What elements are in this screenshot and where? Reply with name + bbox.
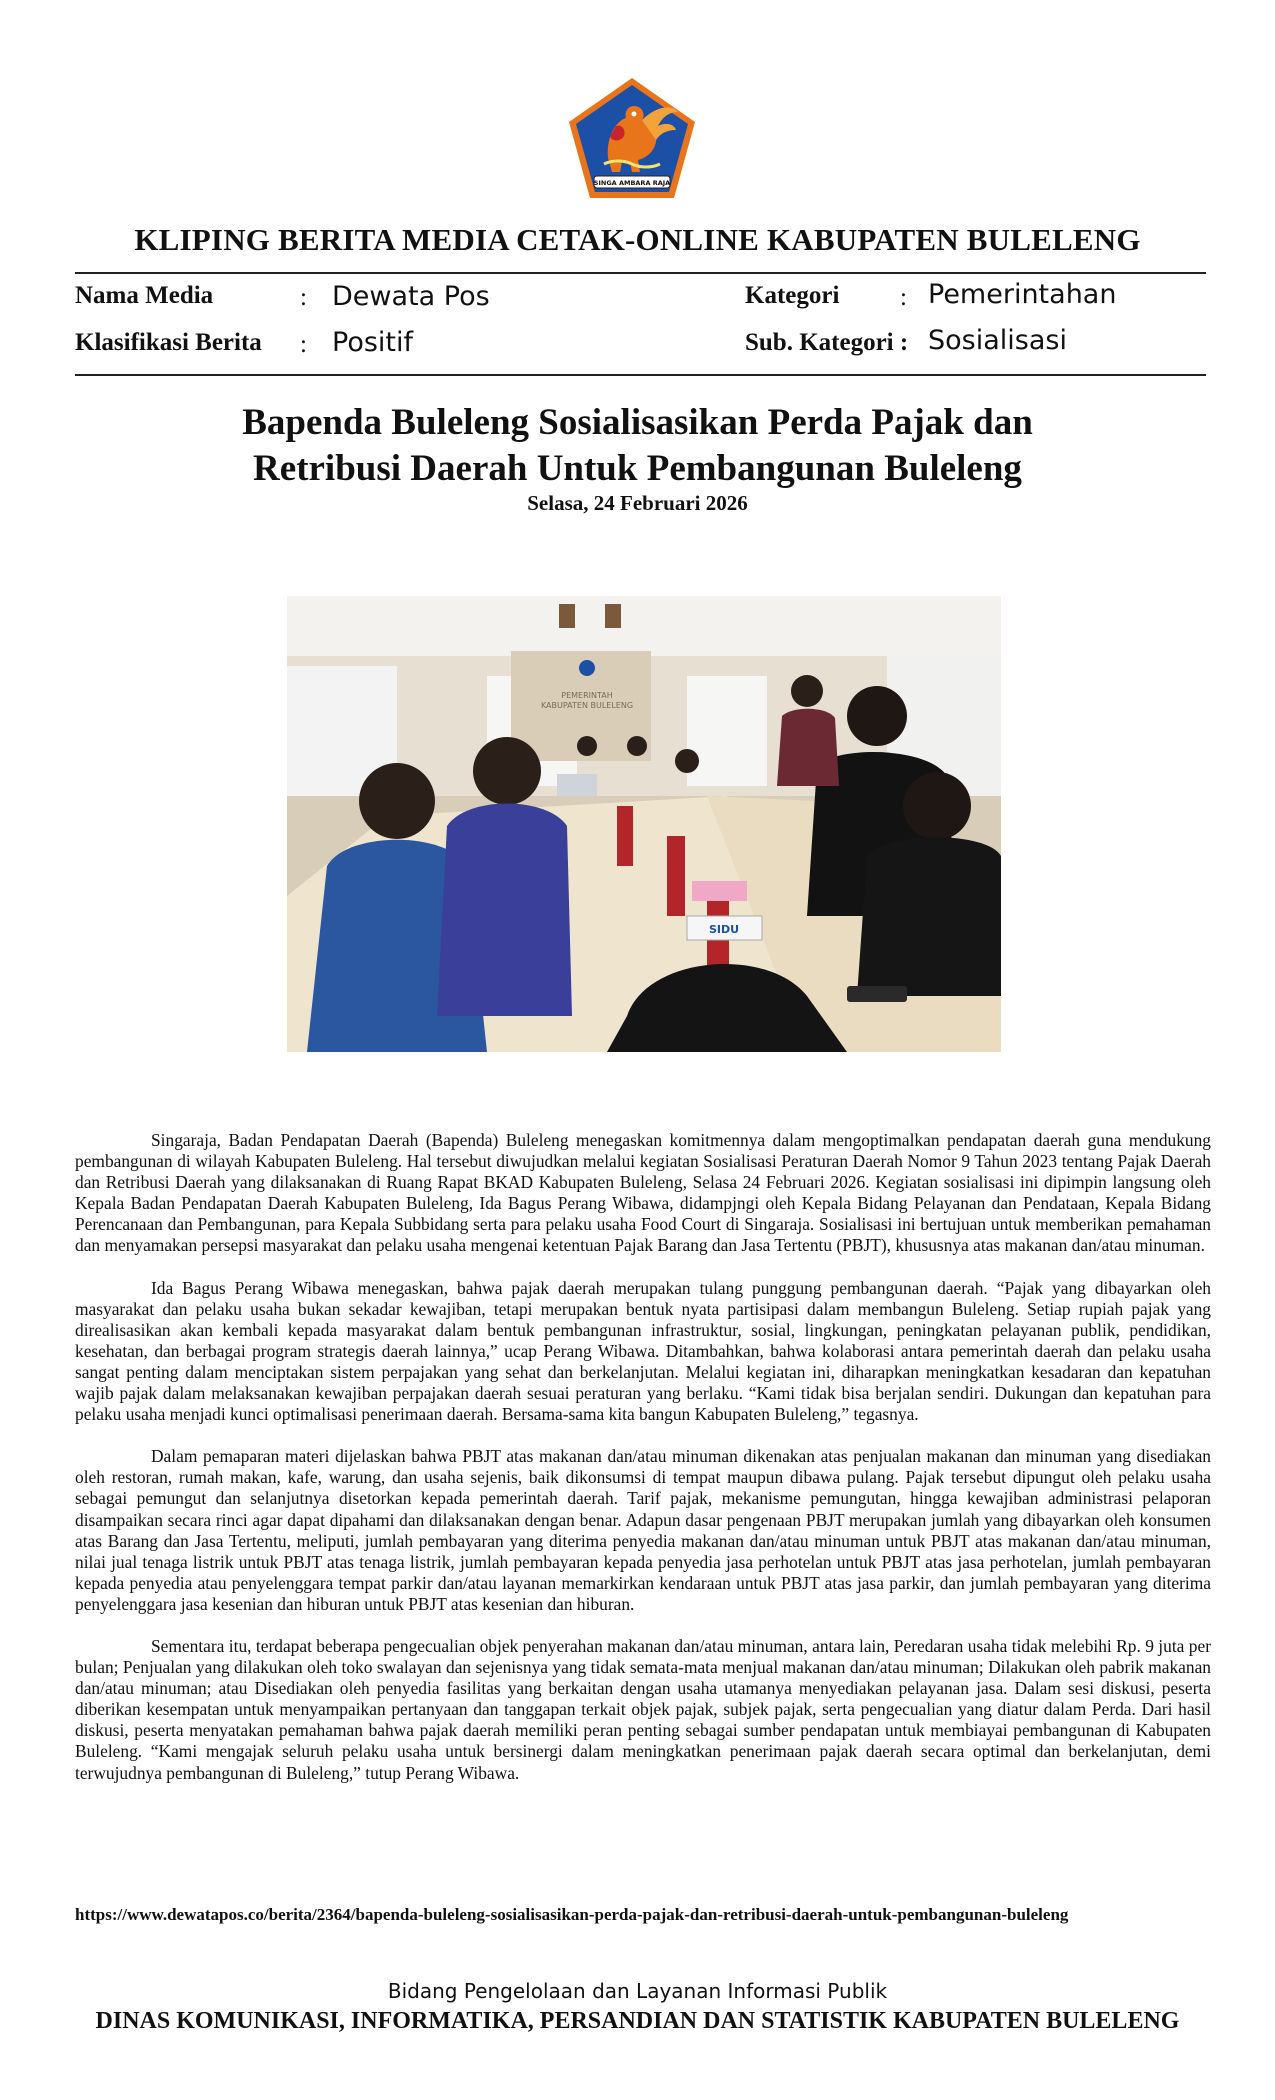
article-paragraph: Singaraja, Badan Pendapatan Daerah (Bapenda) Buleleng menegaskan komitmennya dalam mengoptimalkan pendapatan daerah guna mendukung pembangunan di wilayah Kabupaten Buleleng. Hal tersebut diwujudkan melalui kegiatan Sosialisasi Peraturan Daerah Nomor 9 Tahun 2023 tentang Pajak Daerah dan Retribusi Daerah yang dilaksanakan di Ruang Rapat BKAD Kabupaten Buleleng, Selasa 24 Februari 2026. Kegiatan sosialisasi ini dipimpin langsung oleh Kepala Badan Pendapatan Daerah Kabupaten Buleleng, Ida Bagus Perang Wibawa, didampjngi oleh Kepala Bidang Pelayanan dan Pendataan, Kepala Bidang Perencanaan dan Pembangunan, para Kepala Subbidang serta para pelaku usaha Food Court di Singaraja. Sosialisasi ini bertujuan untuk memberikan pemahaman dan menyamakan persepsi masyarakat dan pelaku usaha mengenai ketentuan Pajak Barang dan Jasa Tertentu (PBJT), khususnya atas makanan dan/atau minuman.	[75, 1130, 1211, 1256]
footer-department: Bidang Pengelolaan dan Layanan Informasi Publik	[387, 1979, 888, 2003]
header-top-divider	[75, 272, 1206, 274]
category-label: Kategori	[745, 282, 840, 309]
photo-box-label: SIDU	[708, 923, 740, 936]
subcategory-value: Sosialisasi	[928, 325, 1067, 356]
article-headline-line-1: Bapenda Buleleng Sosialisasikan Perda Pajak dan	[242, 402, 1033, 443]
source-url-link[interactable]: https://www.dewatapos.co/berita/2364/bapenda-buleleng-sosialisasikan-perda-pajak-dan-retribusi-daerah-untuk-pembangunan-buleleng	[75, 1905, 1069, 1924]
header-bottom-divider	[75, 374, 1206, 376]
article-paragraph: Sementara itu, terdapat beberapa pengecualian objek penyerahan makanan dan/atau minuman, antara lain, Peredaran usaha tidak melebihi Rp. 9 juta per bulan; Penjualan yang dilakukan oleh toko swalayan dan sejenisnya yang tidak semata-mata menjual makanan dan/atau minuman; Dilakukan oleh pabrik makanan dan/atau minuman; atau Disediakan oleh penyedia fasilitas yang berkaitan dengan usaha utamanya menyediakan pelayanan jasa. Dalam sesi diskusi, peserta diberikan kesempatan untuk menyampaikan pertanyaan dan tanggapan terkait objek pajak, subjek pajak, serta pengecualian yang diatur dalam Perda. Dari hasil diskusi, peserta menyatakan pemahaman bahwa pajak daerah memiliki peran penting sebagai sumber pendapatan untuk membiayai pembangunan di Kabupaten Buleleng. “Kami mengajak seluruh pelaku usaha untuk bersinergi dalam meningkatkan penerimaan pajak daerah secara optimal dan berkelanjutan, demi terwujudnya pembangunan di Buleleng,” tutup Perang Wibawa.	[75, 1635, 1211, 1783]
article-body	[75, 1130, 1211, 1805]
footer-agency: DINAS KOMUNIKASI, INFORMATIKA, PERSANDIAN DAN STATISTIK KABUPATEN BULELENG	[95, 2008, 1180, 2034]
buleleng-regency-logo	[566, 76, 698, 200]
classification-value: Positif	[332, 327, 413, 358]
media-name-label: Nama Media	[75, 282, 214, 309]
article-paragraph: Ida Bagus Perang Wibawa menegaskan, bahwa pajak daerah merupakan tulang punggung pembangunan daerah. “Pajak yang dibayarkan oleh masyarakat dan pelaku usaha bukan sekadar kewajiban, tetapi merupakan bentuk nyata partisipasi dalam membangun Buleleng. Setiap rupiah pajak yang direalisasikan akan kembali kepada masyarakat dalam bentuk pembangunan infrastruktur, sosial, lingkungan, peningkatan pelayanan publik, pendidikan, kesehatan, dan berbagai program strategis daerah lainnya,” ucap Perang Wibawa. Ditambahkan, bahwa kolaborasi antara pemerintah daerah dan pelaku usaha sangat penting dalam menciptakan sistem perpajakan yang sehat dan berkelanjutan. Melalui kegiatan ini, diharapkan meningkatkan kesadaran dan kepatuhan wajib pajak dalam melaksanakan kewajiban perpajakan daerah sesuai peraturan yang berlaku. “Kami tidak bisa berjalan sendiri. Dukungan dan kepatuhan para pelaku usaha menjadi kunci optimalisasi penerimaan daerah. Bersama-sama kita bangun Kabupaten Buleleng,” tegasnya.	[75, 1277, 1211, 1425]
classification-colon: :	[300, 331, 307, 358]
photo-wall-sign-line-2: KABUPATEN BULELENG	[540, 701, 634, 710]
subcategory-label: Sub. Kategori :	[745, 329, 909, 356]
media-name-colon: :	[300, 284, 307, 311]
article-date: Selasa, 24 Februari 2026	[527, 491, 748, 515]
logo-motto: SINGA AMBARA RAJA	[593, 179, 671, 187]
page-title: KLIPING BERITA MEDIA CETAK-ONLINE KABUPATEN BULELENG	[134, 222, 1141, 257]
media-name-value: Dewata Pos	[332, 281, 490, 312]
category-colon: :	[900, 284, 907, 311]
photo-wall-sign-line-1: PEMERINTAH	[561, 691, 613, 700]
article-paragraph: Dalam pemaparan materi dijelaskan bahwa PBJT atas makanan dan/atau minuman dikenakan atas penjualan makanan dan minuman yang disediakan oleh restoran, rumah makan, kafe, warung, dan usaha sejenis, baik dikonsumsi di tempat maupun dibawa pulang. Pajak tersebut dipungut oleh pelaku usaha sebagai pemungut dan selanjutnya disetorkan kepada pemerintah daerah. Tarif pajak, mekanisme pemungutan, hingga kewajiban administrasi pelaporan disampaikan secara rinci agar dapat dipahami dan dilaksanakan dengan benar. Adapun dasar pengenaan PBJT merupakan jumlah yang dibayarkan oleh konsumen atas Barang dan Jasa Tertentu, meliputi, jumlah pembayaran yang diterima penyedia makanan dan/atau minuman untuk PBJT atas makanan dan/atau minuman, nilai jual tenaga listrik untuk PBJT atas tenaga listrik, jumlah pembayaran kepada penyedia jasa perhotelan untuk PBJT atas jasa perhotelan, jumlah pembayaran kepada penyedia atau penyelenggara tempat parkir dan/atau layanan memarkirkan kendaraan untuk PBJT atas jasa parkir, dan jumlah pembayaran yang diterima penyelenggara jasa kesenian dan hiburan untuk PBJT atas kesenian dan hiburan.	[75, 1446, 1211, 1614]
article-headline-line-2: Retribusi Daerah Untuk Pembangunan Buleleng	[253, 448, 1022, 489]
article-photo	[287, 596, 1001, 1052]
classification-label: Klasifikasi Berita	[75, 329, 262, 356]
category-value: Pemerintahan	[928, 279, 1117, 310]
